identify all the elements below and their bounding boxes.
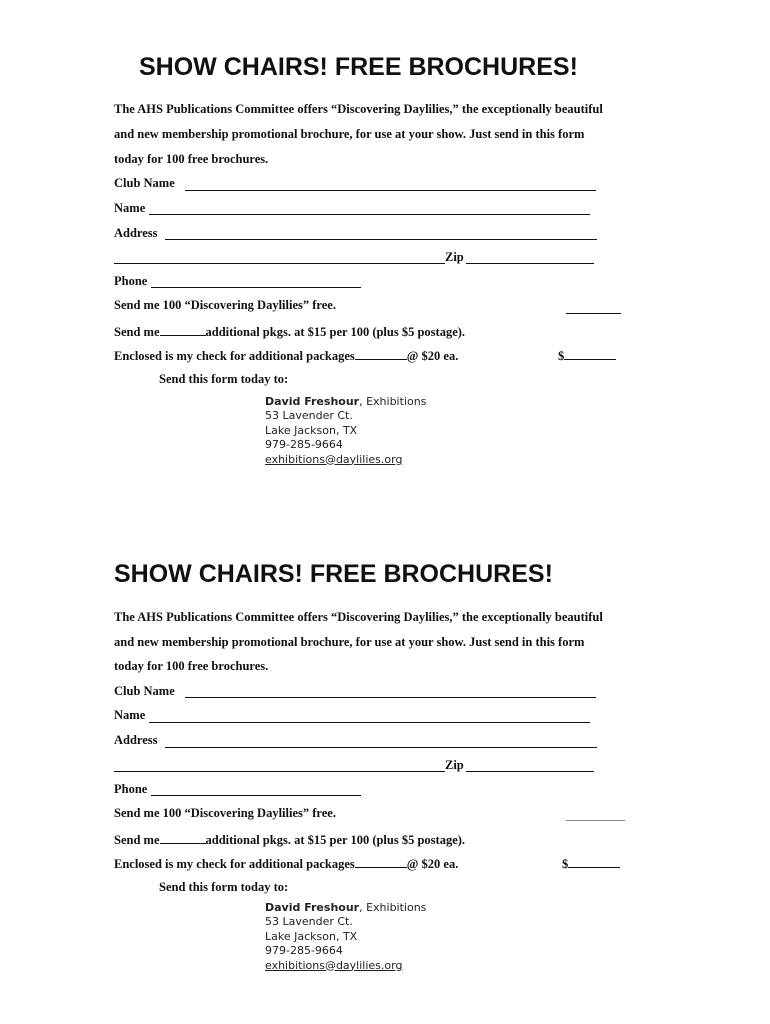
intro-line-3: today for 100 free brochures. [114,152,269,166]
phone-row [114,274,147,289]
contact-address [265,395,426,467]
club-name-row [114,176,175,191]
club-name-label: Club Name [114,176,175,190]
additional-pkgs-label: additional pkgs. at $15 per 100 (plus $5 postage). [205,833,466,847]
price-label: @ $20 ea. [406,349,459,363]
intro-line-2: and new membership promotional brochure, for use at your show. Just send in this form [114,635,585,649]
address-field[interactable] [165,747,597,748]
total-amount-field[interactable] [564,347,616,360]
additional-row [114,323,465,340]
contact-name: David Freshour [265,395,360,408]
zip-label: Zip [445,250,464,264]
enclosed-label: Enclosed is my check for additional packages [114,349,355,363]
contact-street: 53 Lavender Ct. [265,915,353,929]
phone-label: Phone [114,782,148,796]
zip-field[interactable] [466,263,594,264]
intro-line-2: and new membership promotional brochure, for use at your show. Just send in this form [114,127,585,141]
contact-email-link[interactable]: exhibitions@daylilies.org [265,958,403,972]
total-amount-field[interactable] [568,855,620,868]
contact-city: Lake Jackson, TX [265,423,358,437]
name-label: Name [114,201,146,215]
enclosed-row [114,855,458,872]
enclosed-qty-field[interactable] [355,347,407,360]
dollar-label: $ [558,349,565,363]
dollar-label: $ [562,857,569,871]
address-line-2-field[interactable] [114,263,445,264]
contact-address [265,901,426,973]
address-field[interactable] [165,239,597,240]
additional-qty-field[interactable] [160,831,206,844]
contact-role: , Exhibitions [359,395,427,408]
free-brochures-field[interactable] [566,313,621,314]
name-field[interactable] [149,214,590,215]
club-name-label: Club Name [114,684,175,698]
phone-field[interactable] [151,795,361,796]
additional-row [114,831,465,848]
enclosed-row [114,347,458,364]
free-brochures-line: Send me 100 “Discovering Daylilies” free. [114,806,336,820]
form-title: SHOW CHAIRS! FREE BROCHURES! [114,560,553,588]
contact-email-link[interactable]: exhibitions@daylilies.org [265,452,403,466]
name-row [114,201,145,216]
club-name-field[interactable] [185,190,596,191]
name-field[interactable] [149,722,590,723]
free-brochures-line: Send me 100 “Discovering Daylilies” free. [114,298,336,312]
phone-field[interactable] [151,287,361,288]
club-name-field[interactable] [185,697,596,698]
free-brochures-field[interactable] [566,820,625,821]
send-me-label: Send me [114,833,160,847]
address-label: Address [114,733,158,747]
intro-line-1: The AHS Publications Committee offers “Discovering Daylilies,” the exceptionally beautiful [114,610,603,624]
total-row [558,347,616,364]
address-row [114,733,158,748]
address-row [114,226,158,241]
contact-role: , Exhibitions [359,901,427,914]
club-name-row [114,684,175,699]
price-label: @ $20 ea. [406,857,459,871]
send-me-label: Send me [114,325,160,339]
name-row [114,708,145,723]
contact-phone: 979-285-9664 [265,944,343,958]
address-line-2-field[interactable] [114,771,445,772]
total-row [562,855,620,872]
additional-qty-field[interactable] [160,323,206,336]
zip-row [445,758,464,773]
phone-row [114,782,147,797]
intro-line-3: today for 100 free brochures. [114,659,269,673]
contact-city: Lake Jackson, TX [265,929,358,943]
contact-street: 53 Lavender Ct. [265,409,353,423]
zip-field[interactable] [466,771,594,772]
form-title: SHOW CHAIRS! FREE BROCHURES! [139,53,578,81]
enclosed-label: Enclosed is my check for additional packages [114,857,355,871]
intro-line-1: The AHS Publications Committee offers “Discovering Daylilies,” the exceptionally beautiful [114,102,603,116]
contact-name: David Freshour [265,901,360,914]
address-label: Address [114,226,158,240]
zip-label: Zip [445,758,464,772]
additional-pkgs-label: additional pkgs. at $15 per 100 (plus $5 postage). [205,325,466,339]
phone-label: Phone [114,274,148,288]
name-label: Name [114,708,146,722]
zip-row [445,250,464,265]
send-to-label: Send this form today to: [159,880,289,894]
contact-phone: 979-285-9664 [265,438,343,452]
enclosed-qty-field[interactable] [355,855,407,868]
send-to-label: Send this form today to: [159,372,289,386]
